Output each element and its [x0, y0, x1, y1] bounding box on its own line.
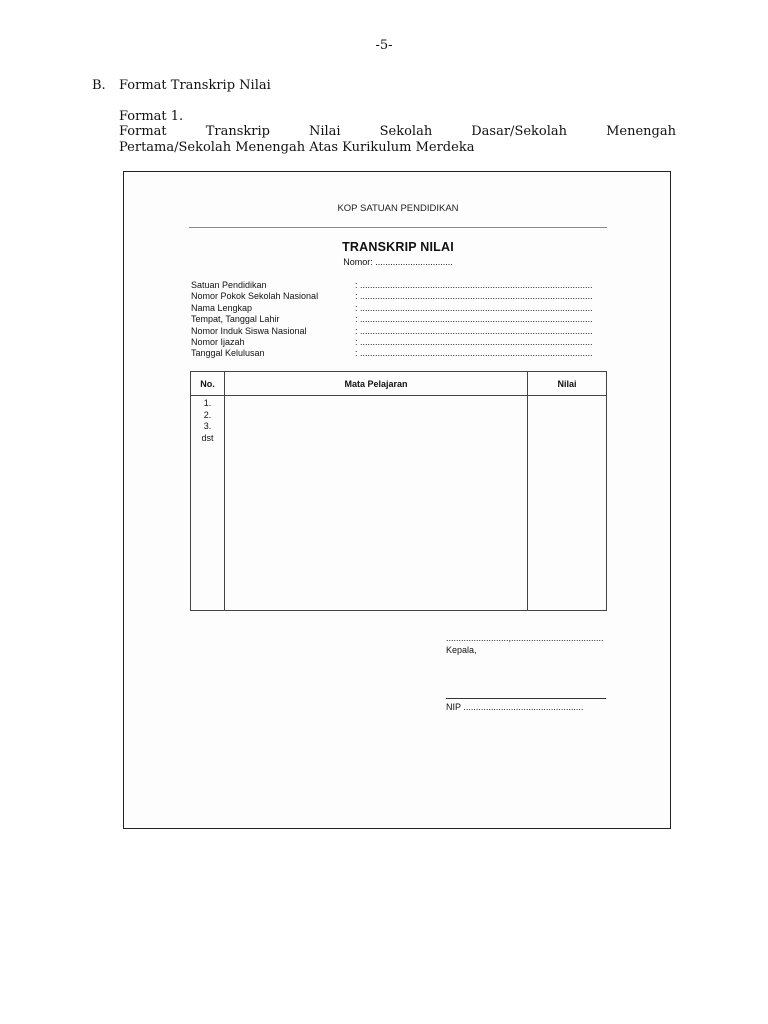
description-line-1: [119, 124, 676, 140]
row-number: 1.: [203, 398, 212, 408]
field-row: [191, 280, 607, 291]
field-label: Tanggal Kelulusan: [191, 348, 265, 359]
field-value-placeholder: : .............................................................................................: [355, 337, 593, 348]
document-number: Nomor: ...............................: [343, 257, 453, 267]
format-description: [119, 124, 676, 155]
grade-cell: [528, 396, 607, 611]
row-number: dst: [201, 432, 214, 443]
subject-cell: [225, 396, 528, 611]
signature-place-date: .........................,.....................................: [446, 633, 604, 643]
section-title: Format Transkrip Nilai: [119, 78, 271, 93]
field-label: Tempat, Tanggal Lahir: [191, 314, 280, 325]
description-word: Transkrip: [205, 124, 270, 139]
field-row: [191, 291, 607, 302]
table-row: [191, 396, 607, 611]
field-value-placeholder: : .............................................................................................: [355, 325, 593, 336]
transcript-title: TRANSKRIP NILAI: [342, 240, 454, 254]
field-row: [191, 303, 607, 314]
row-number: 3.: [203, 421, 212, 431]
description-word: Nilai: [308, 124, 341, 139]
signature-nip: NIP ................................................: [446, 702, 584, 712]
header-grade: Nilai: [528, 372, 607, 396]
format-label: Format 1.: [119, 109, 184, 124]
signature-role: Kepala,: [446, 645, 477, 655]
description-line-2: Pertama/Sekolah Menengah Atas Kurikulum Merdeka: [119, 139, 475, 155]
signature-line: [446, 698, 606, 699]
row-numbers-cell: [191, 396, 225, 611]
field-label: Nomor Pokok Sekolah Nasional: [191, 291, 319, 302]
description-word: Sekolah: [379, 124, 433, 139]
field-row: [191, 326, 607, 337]
field-row: [191, 314, 607, 325]
field-label: Nama Lengkap: [191, 302, 253, 313]
field-label: Nomor Ijazah: [191, 337, 245, 348]
field-value-placeholder: : .............................................................................................: [355, 302, 593, 313]
description-word: Menengah: [606, 124, 676, 139]
field-label: Satuan Pendidikan: [191, 280, 267, 290]
header-subject: Mata Pelajaran: [225, 372, 528, 396]
letterhead-divider: [189, 227, 607, 228]
table-header-row: [191, 372, 607, 396]
header-no: No.: [191, 372, 225, 396]
field-value-placeholder: : .............................................................................................: [355, 291, 593, 302]
letterhead-placeholder: KOP SATUAN PENDIDIKAN: [337, 203, 459, 214]
description-word: Format: [119, 124, 167, 139]
grades-table: [190, 371, 607, 611]
section-letter: B.: [92, 78, 106, 93]
row-number: 2.: [203, 409, 212, 420]
field-row: [191, 348, 607, 359]
student-fields: [191, 280, 607, 360]
description-word: Dasar/Sekolah: [471, 124, 568, 139]
page-number: -5-: [375, 38, 393, 53]
field-value-placeholder: : .............................................................................................: [355, 348, 593, 359]
field-value-placeholder: : .............................................................................................: [355, 314, 593, 325]
field-value-placeholder: : .............................................................................................: [355, 280, 593, 290]
field-row: [191, 337, 607, 348]
field-label: Nomor Induk Siswa Nasional: [191, 325, 307, 336]
